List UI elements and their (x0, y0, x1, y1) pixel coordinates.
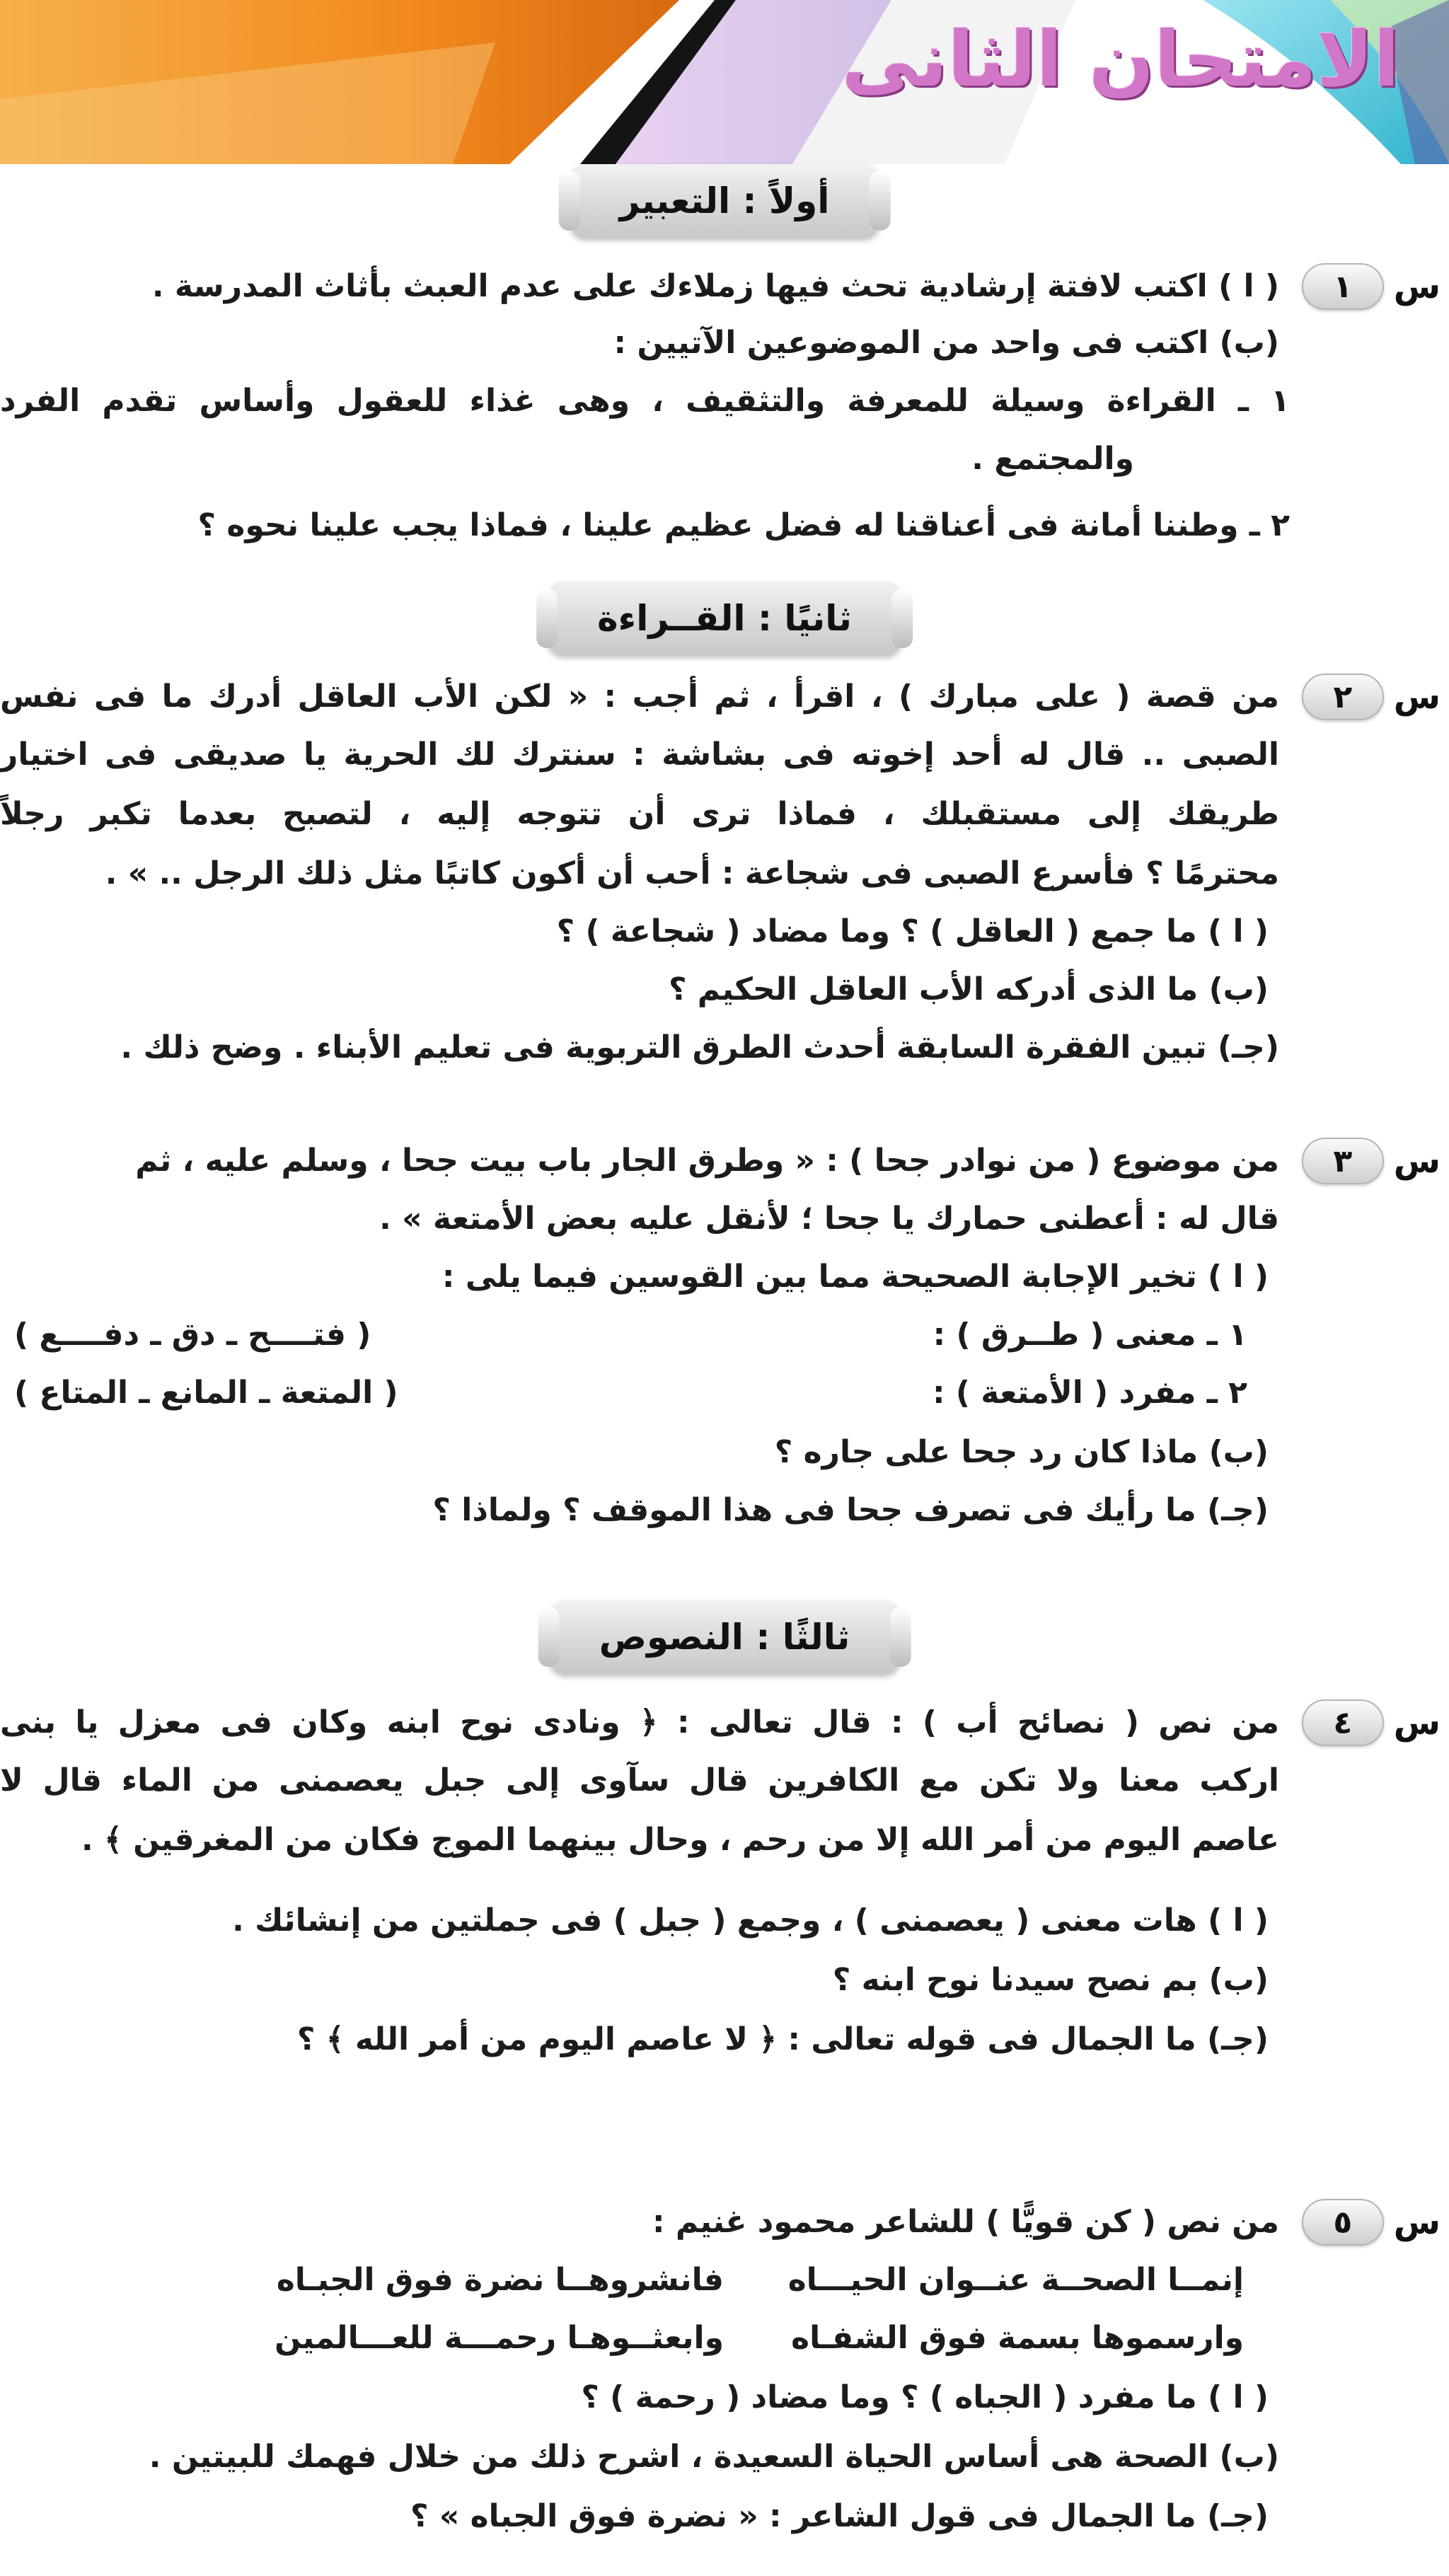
q1-line-1: ( ا ) اكتب لافتة إرشادية تحث فيها زملاءك على عدم العبث بأثاث المدرسة . (151, 268, 1279, 304)
question-letter: س (1393, 267, 1441, 306)
q2-line-3: طريقك إلى مستقبلك ، فماذا ترى أن تتوجه إليه ، لتصبح بعدما تكبر رجلاً (0, 796, 1279, 832)
question-letter: س (1393, 2202, 1441, 2242)
poem-verse-1-second-hemistich: فانشروهــا نضرة فوق الجبـاه (276, 2262, 724, 2298)
q1-line-4: والمجتمع . (971, 441, 1134, 477)
q2-question-a: ( ا ) ما جمع ( العاقل ) ؟ وما مضاد ( شجاعة ) ؟ (556, 913, 1269, 949)
q3-question-a: ( ا ) تخير الإجابة الصحيحة مما بين القوسين فيما يلى : (441, 1259, 1269, 1295)
q3-line-2: قال له : أعطنى حمارك يا جحا ؛ لأنقل عليه بعض الأمتعة » . (379, 1201, 1279, 1237)
question-number: ١ (1302, 263, 1384, 310)
header-banner (0, 0, 1449, 164)
question-badge-5 (1297, 2196, 1449, 2248)
q4-question-b: (ب) بم نصح سيدنا نوح ابنه ؟ (832, 1962, 1269, 1998)
poem-verse-2-first-hemistich: وارسموها بسمة فوق الشفـاه (791, 2320, 1244, 2356)
section-title-texts: ثالثًا : النصوص (550, 1600, 900, 1674)
q3-question-b: (ب) ماذا كان رد جحا على جاره ؟ (774, 1434, 1269, 1470)
q5-question-c: (جـ) ما الجمال فى قول الشاعر : « نضرة فوق الجباه » ؟ (410, 2498, 1269, 2534)
q3-question-c: (جـ) ما رأيك فى تصرف جحا فى هذا الموقف ؟ ولماذا ؟ (432, 1492, 1269, 1528)
q1-line-5: ٢ ـ وطننا أمانة فى أعناقنا له فضل عظيم علينا ، فماذا يجب علينا نحوه ؟ (197, 507, 1290, 543)
q3-line-1: من موضوع ( من نوادر جحا ) : « وطرق الجار باب بيت جحا ، وسلم عليه ، ثم (135, 1143, 1279, 1179)
question-badge-2 (1297, 671, 1449, 723)
q2-line-2: الصبى .. قال له أحد إخوته فى بشاشة : سنترك لك الحرية يا صديقى فى اختيار (0, 737, 1279, 773)
question-number: ٢ (1302, 674, 1384, 720)
q3-item-1-label: ١ ـ معنى ( طــرق ) : (933, 1317, 1247, 1353)
q3-item-2-options: ( المتعة ـ المانع ـ المتاع ) (14, 1375, 398, 1411)
q2-question-b: (ب) ما الذى أدركه الأب العاقل الحكيم ؟ (668, 971, 1269, 1007)
section-title-expression: أولاً : التعبير (570, 164, 879, 238)
q4-line-1: من نص ( نصائح أب ) : قال تعالى : ﴿ ونادى نوح ابنه وكان فى معزل يا بنى (0, 1704, 1279, 1740)
q5-intro: من نص ( كن قويًّا ) للشاعر محمود غنيم : (652, 2204, 1279, 2240)
q1-line-2: (ب) اكتب فى واحد من الموضوعين الآتيين : (613, 325, 1279, 361)
q4-question-c: (جـ) ما الجمال فى قوله تعالى : ﴿ لا عاصم اليوم من أمر الله ﴾ ؟ (296, 2021, 1269, 2057)
q2-line-4: محترمًا ؟ فأسرع الصبى فى شجاعة : أحب أن أكون كاتبًا مثل ذلك الرجل .. » . (105, 855, 1279, 891)
poem-verse-1-first-hemistich: إنمــا الصحــة عنــوان الحيـــاه (787, 2262, 1244, 2298)
question-badge-3 (1297, 1135, 1449, 1187)
question-badge-4 (1297, 1697, 1449, 1749)
question-badge-1 (1297, 260, 1449, 313)
q4-question-a: ( ا ) هات معنى ( يعصمنى ) ، وجمع ( جبل ) فى جملتين من إنشائك . (232, 1902, 1269, 1939)
question-number: ٤ (1302, 1699, 1384, 1746)
exam-title: الامتحان الثانى (841, 16, 1399, 104)
question-letter: س (1393, 677, 1441, 717)
q5-question-b: (ب) الصحة هى أساس الحياة السعيدة ، اشرح ذلك من خلال فهمك للبيتين . (149, 2439, 1279, 2475)
question-letter: س (1393, 1141, 1441, 1181)
q2-line-1: من قصة ( على مبارك ) ، اقرأ ، ثم أجب : « لكن الأب العاقل أدرك ما فى نفس (0, 678, 1279, 715)
question-number: ٥ (1302, 2199, 1384, 2246)
q3-item-1-options: ( فتــــح ـ دق ـ دفــــع ) (14, 1317, 371, 1353)
section-title-reading: ثانيًا : القــراءة (548, 582, 901, 655)
q2-question-c: (جـ) تبين الفقرة السابقة أحدث الطرق التربوية فى تعليم الأبناء . وضح ذلك . (120, 1029, 1279, 1065)
q5-question-a: ( ا ) ما مفرد ( الجباه ) ؟ وما مضاد ( رحمة ) ؟ (581, 2379, 1269, 2415)
q4-line-2: اركب معنا ولا تكن مع الكافرين قال سآوى إلى جبل يعصمنى من الماء قال لا (0, 1762, 1279, 1798)
q3-item-2-label: ٢ ـ مفرد ( الأمتعة ) : (932, 1375, 1247, 1411)
question-number: ٣ (1302, 1138, 1384, 1184)
poem-verse-2-second-hemistich: وابعثــوهـا رحمـــة للعـــالمين (275, 2320, 724, 2356)
question-letter: س (1393, 1703, 1441, 1743)
q1-line-3: ١ ـ القراءة وسيلة للمعرفة والتثقيف ، وهى غذاء للعقول وأساس تقدم الفرد (0, 383, 1290, 419)
q4-line-3: عاصم اليوم من أمر الله إلا من رحم ، وحال بينهما الموج فكان من المغرقين ﴾ . (81, 1822, 1279, 1858)
